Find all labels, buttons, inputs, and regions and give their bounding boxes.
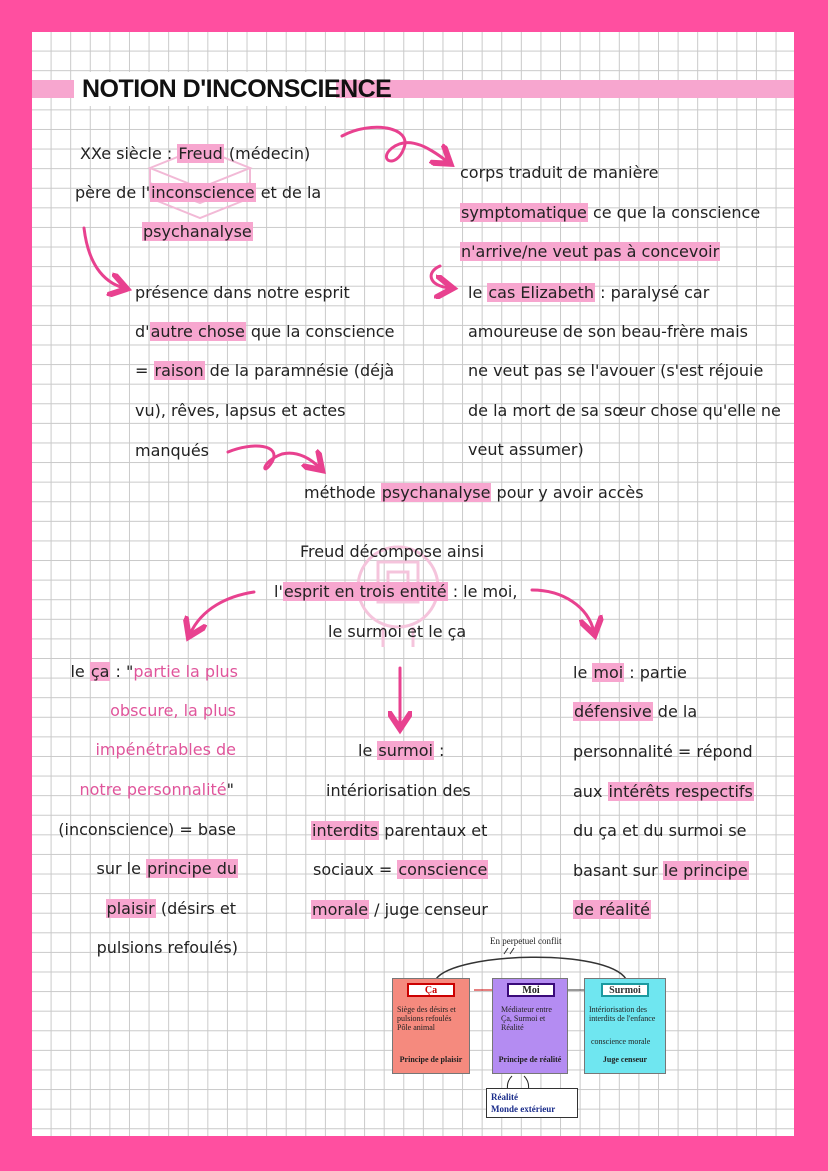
elizabeth-line-5: veut assumer) xyxy=(468,440,584,459)
page-title: NOTION D'INCONSCIENCE xyxy=(82,75,392,103)
ca-line-5: (inconscience) = base xyxy=(58,820,236,839)
decompose-line-2: l'esprit en trois entité : le moi, xyxy=(274,582,518,601)
ca-line-6: sur le principe du xyxy=(96,859,237,878)
notebook-page xyxy=(32,32,794,1136)
moi-box-desc: Médiateur entre Ça, Surmoi et Réalité xyxy=(501,1005,552,1032)
moi-box xyxy=(492,978,568,1074)
arrow-presence-to-methode xyxy=(228,446,320,469)
moi-line-5: du ça et du surmoi se xyxy=(573,821,747,840)
moi-line-7: de réalité xyxy=(574,900,650,919)
surmoi-box-title: Surmoi xyxy=(601,983,649,997)
arrow-corps-to-elizabeth xyxy=(431,266,450,288)
surmoi-line-2: intériorisation des xyxy=(326,781,471,800)
decompose-line-3: le surmoi et le ça xyxy=(328,622,467,641)
moi-line-6: basant sur le principe xyxy=(573,861,748,880)
ca-line-1: le ça : "partie la plus xyxy=(70,662,238,681)
ca-line-2: obscure, la plus xyxy=(110,701,236,720)
ca-box-principle: Principe de plaisir xyxy=(399,1055,463,1064)
elizabeth-line-2: amoureuse de son beau-frère mais xyxy=(468,322,748,341)
presence-line-3: = raison de la paramnésie (déjà xyxy=(135,361,395,380)
arrow-to-ca xyxy=(190,592,254,634)
ca-line-3: impénétrables de xyxy=(95,740,236,759)
presence-line-2: d'autre chose que la conscience xyxy=(135,322,395,341)
elizabeth-line-4: de la mort de sa sœur chose qu'elle ne xyxy=(468,401,781,420)
ca-box-title: Ça xyxy=(407,983,455,997)
moi-line-1: le moi : partie xyxy=(573,663,687,682)
surmoi-box-desc: Intériorisation des interdits de l'enfance xyxy=(589,1005,656,1023)
ca-line-8: pulsions refoulés) xyxy=(96,938,238,957)
moi-line-4: aux intérêts respectifs xyxy=(573,782,753,801)
presence-line-5: manqués xyxy=(135,441,210,460)
decompose-line-1: Freud décompose ainsi xyxy=(300,542,485,561)
moi-line-2: défensive de la xyxy=(574,702,698,721)
realite-subtitle: Monde extérieur xyxy=(491,1104,556,1114)
surmoi-box xyxy=(584,978,666,1074)
moi-box-principle: Principe de réalité xyxy=(498,1055,562,1064)
freud-line-3: psychanalyse xyxy=(143,222,252,241)
presence-line-4: vu), rêves, lapsus et actes xyxy=(135,401,346,420)
methode-line: méthode psychanalyse pour y avoir accès xyxy=(304,483,644,502)
moi-line-3: personnalité = répond xyxy=(573,742,753,761)
freud-line-2: père de l'inconscience et de la xyxy=(75,183,322,202)
surmoi-line-5: morale / juge censeur xyxy=(312,900,488,919)
freud-diagram xyxy=(386,936,676,1126)
ca-box-desc: Siège des désirs et pulsions refoulés Pôle animal xyxy=(397,1005,456,1032)
surmoi-line-4: sociaux = conscience xyxy=(313,860,488,879)
moi-box-title: Moi xyxy=(507,983,555,997)
ca-line-4: notre personnalité" xyxy=(79,780,234,799)
realite-box xyxy=(486,1088,578,1118)
presence-line-1: présence dans notre esprit xyxy=(135,283,350,302)
freud-line-1: XXe siècle : Freud (médecin) xyxy=(80,144,311,163)
corps-line-1: corps traduit de manière xyxy=(460,163,659,182)
arrow-freud-to-corps xyxy=(342,127,448,162)
surmoi-line-3: interdits parentaux et xyxy=(312,821,488,840)
surmoi-box-desc-2: conscience morale xyxy=(591,1037,651,1046)
surmoi-line-1: le surmoi : xyxy=(358,741,445,760)
elizabeth-line-1: le cas Elizabeth : paralysé car xyxy=(468,283,710,302)
ca-line-7: plaisir (désirs et xyxy=(106,899,236,918)
conflict-label: En perpetuel conflit xyxy=(490,936,562,946)
elizabeth-line-3: ne veut pas se l'avouer (s'est réjouie xyxy=(468,361,764,380)
ca-box xyxy=(392,978,470,1074)
arrow-freud-to-presence xyxy=(84,228,124,288)
surmoi-box-principle: Juge censeur xyxy=(602,1055,648,1064)
arrow-to-moi xyxy=(532,590,594,632)
corps-line-3: n'arrive/ne veut pas à concevoir xyxy=(461,242,720,261)
realite-title: Réalité xyxy=(491,1092,518,1102)
corps-line-2: symptomatique ce que la conscience xyxy=(461,203,761,222)
